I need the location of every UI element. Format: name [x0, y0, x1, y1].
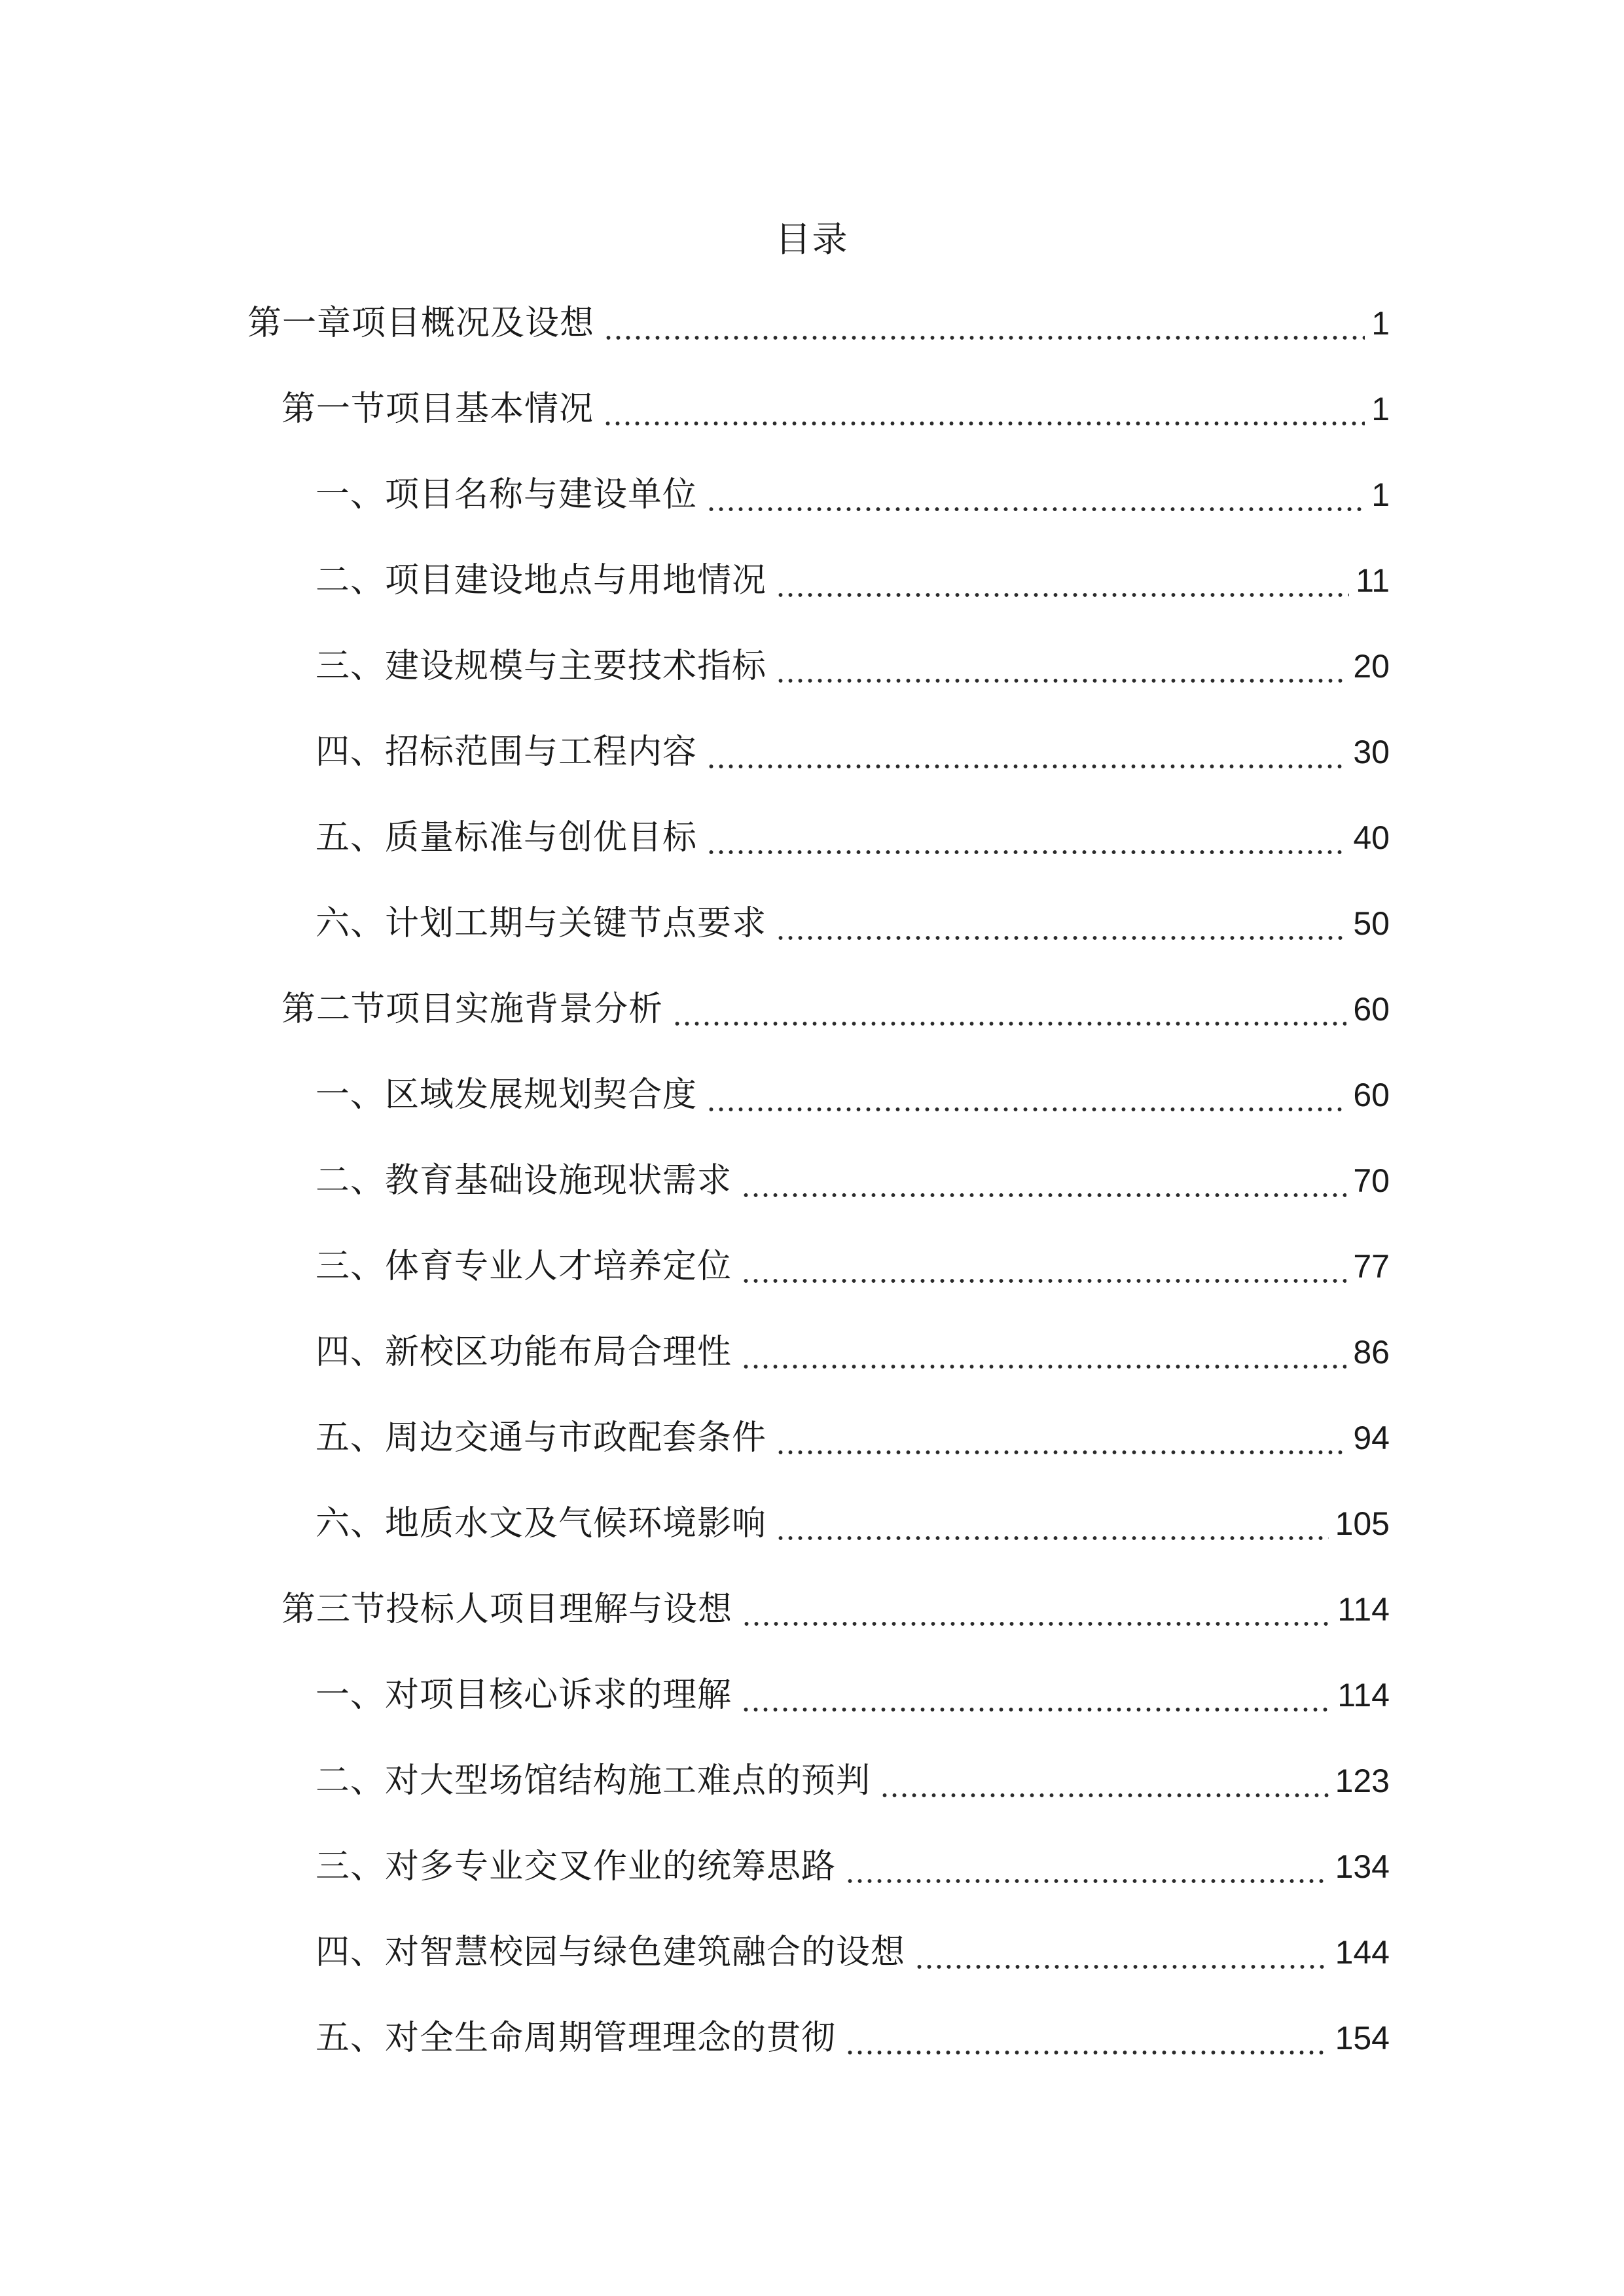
toc-page-number: 1 [1371, 391, 1390, 427]
toc-entry[interactable] [316, 640, 1390, 692]
dot-leader [741, 1240, 1346, 1293]
dot-leader [742, 1583, 1331, 1636]
toc-entry[interactable] [247, 297, 1390, 350]
toc-entry[interactable] [316, 1155, 1390, 1207]
toc-entry-title: 一、对项目核心诉求的理解 [316, 1676, 732, 1715]
toc-page-number: 70 [1353, 1162, 1390, 1199]
toc-page-number: 134 [1335, 1848, 1390, 1885]
dot-leader [706, 1069, 1346, 1121]
toc-entry-title: 三、体育专业人才培养定位 [316, 1247, 732, 1286]
toc-entry[interactable] [316, 1755, 1390, 1807]
toc-entry-title: 六、计划工期与关键节点要求 [316, 904, 767, 943]
toc-entry-title: 二、对大型场馆结构施工难点的预判 [316, 1761, 871, 1801]
toc-entry[interactable] [281, 983, 1390, 1035]
toc-entry-title: 第一节项目基本情况 [281, 389, 594, 429]
toc-entry[interactable] [316, 1326, 1390, 1378]
toc-entry[interactable] [281, 1583, 1390, 1636]
toc-page-number: 60 [1353, 991, 1390, 1028]
dot-leader [776, 640, 1346, 692]
toc-entry-title: 四、招标范围与工程内容 [316, 732, 698, 772]
dot-leader [776, 554, 1349, 607]
toc-entry-title: 一、区域发展规划契合度 [316, 1075, 698, 1115]
dot-leader [604, 297, 1365, 350]
dot-leader [741, 1669, 1331, 1721]
dot-leader [845, 2012, 1329, 2064]
dot-leader [776, 1412, 1346, 1464]
toc-entry[interactable] [281, 383, 1390, 435]
toc-entry[interactable] [316, 1412, 1390, 1464]
toc-entry-title: 五、周边交通与市政配套条件 [316, 1418, 767, 1458]
dot-leader [880, 1755, 1329, 1807]
toc-entry-title: 一、项目名称与建设单位 [316, 475, 698, 514]
toc-page-number: 50 [1353, 905, 1390, 942]
toc-entry-title: 五、对全生命周期管理理念的贯彻 [316, 2018, 837, 2058]
toc-entry[interactable] [316, 1926, 1390, 1979]
toc-page-number: 60 [1353, 1077, 1390, 1113]
toc-entry-title: 二、项目建设地点与用地情况 [316, 561, 767, 600]
toc-page-number: 144 [1335, 1934, 1390, 1971]
toc-entry[interactable] [316, 2012, 1390, 2064]
toc-entry-title: 三、建设规模与主要技术指标 [316, 647, 767, 686]
toc-entry[interactable] [316, 469, 1390, 521]
toc-entry[interactable] [316, 726, 1390, 778]
toc-entry[interactable] [316, 1069, 1390, 1121]
toc-entry[interactable] [316, 1669, 1390, 1721]
toc-entry-title: 三、对多专业交叉作业的统筹思路 [316, 1847, 837, 1886]
toc-entry[interactable] [316, 554, 1390, 607]
dot-leader [776, 1498, 1329, 1550]
toc-entry[interactable] [316, 1240, 1390, 1293]
toc-title: 目录 [775, 219, 849, 260]
dot-leader [741, 1326, 1346, 1378]
toc-page-number: 114 [1337, 1677, 1390, 1713]
toc-entry-title: 第三节投标人项目理解与设想 [281, 1590, 733, 1629]
toc-page-number: 11 [1356, 562, 1390, 599]
toc-entry-title: 二、教育基础设施现状需求 [316, 1161, 732, 1200]
toc-page-number: 123 [1335, 1763, 1390, 1799]
toc-page-number: 20 [1353, 648, 1390, 685]
toc-entry[interactable] [316, 1498, 1390, 1550]
toc-page-number: 1 [1371, 476, 1390, 513]
toc-entry-title: 六、地质水文及气候环境影响 [316, 1504, 767, 1543]
dot-leader [706, 726, 1346, 778]
toc-entry-title: 四、对智慧校园与绿色建筑融合的设想 [316, 1933, 906, 1972]
toc-page-number: 30 [1353, 734, 1390, 770]
toc-entry[interactable] [316, 812, 1390, 864]
dot-leader [776, 897, 1346, 950]
toc-entry-title: 四、新校区功能布局合理性 [316, 1333, 732, 1372]
toc-entry-title: 五、质量标准与创优目标 [316, 818, 698, 857]
toc-page-number: 77 [1353, 1248, 1390, 1285]
dot-leader [845, 1840, 1329, 1893]
toc-page-number: 94 [1353, 1420, 1390, 1456]
toc-page-number: 105 [1335, 1505, 1390, 1542]
toc-page-number: 40 [1353, 819, 1390, 856]
dot-leader [603, 383, 1365, 435]
dot-leader [914, 1926, 1329, 1979]
toc-entry-title: 第一章项目概况及设想 [247, 304, 595, 343]
toc-entry[interactable] [316, 1840, 1390, 1893]
toc-page-number: 154 [1335, 2020, 1390, 2056]
dot-leader [706, 469, 1365, 521]
toc-page-number: 86 [1353, 1334, 1390, 1371]
dot-leader [672, 983, 1346, 1035]
toc-entry[interactable] [316, 897, 1390, 950]
dot-leader [706, 812, 1346, 864]
toc-page-number: 114 [1337, 1591, 1390, 1628]
toc-page-number: 1 [1371, 305, 1390, 342]
toc-entry-title: 第二节项目实施背景分析 [281, 990, 664, 1029]
dot-leader [741, 1155, 1346, 1207]
